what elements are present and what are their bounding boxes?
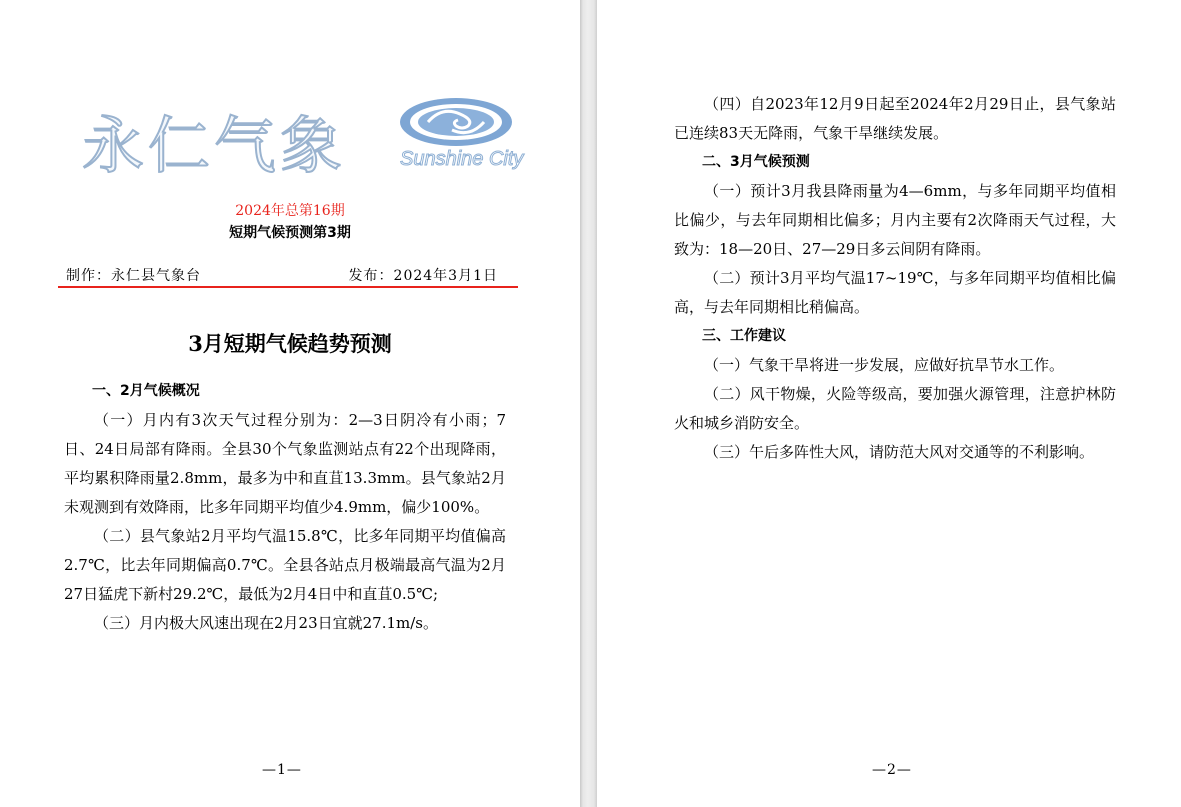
release-date: 发布：2024年3月1日 — [348, 268, 498, 284]
cloud-logo-icon — [398, 94, 516, 156]
page-1-body — [64, 377, 506, 638]
paragraph: （三）月内极大风速出现在2月23日宜就27.1m/s。 — [94, 614, 439, 632]
maker-label: 制作：永仁县气象台 — [66, 268, 201, 284]
page-gutter — [580, 0, 597, 807]
paragraph: （一）月内有3次天气过程分别为：2—3日阴冷有小雨；7日、24日局部有降雨。全县30个气象监测站点有22个出现降雨，平均累积降雨量2.8mm，最多为中和直苴13.3mm。县气象站2月未观测到有效降雨，比多年同期平均值少4.9mm，偏少100%。 — [64, 411, 506, 516]
issue-number: 2024年总第16期 — [235, 203, 345, 219]
paragraph: （一）预计3月我县降雨量为4—6mm，与多年同期平均值相比偏少，与去年同期相比偏多；月内主要有2次降雨天气过程，大致为：18—20日、27—29日多云间阴有降雨。 — [674, 182, 1116, 258]
paragraph: （二）县气象站2月平均气温15.8℃，比多年同期平均值偏高2.7℃，比去年同期偏高0.7℃。全县各站点月极端最高气温为2月27日猛虎下新村29.2℃，最低为2月4日中和直苴0.5℃; — [64, 527, 506, 603]
page-number: —1— — [262, 762, 302, 778]
section-heading: 一、2月气候概况 — [92, 383, 200, 399]
page-number: —2— — [872, 762, 912, 778]
paragraph: （二）预计3月平均气温17~19℃，与多年同期平均值相比偏高，与去年同期相比稍偏高。 — [674, 269, 1116, 316]
section-heading: 三、工作建议 — [702, 328, 786, 344]
document-page-2 — [597, 0, 1181, 807]
document-title: 3月短期气候趋势预测 — [188, 331, 392, 356]
header-logo — [78, 88, 528, 183]
page-2-body — [674, 90, 1116, 467]
logo-subtitle: Sunshine City — [400, 148, 524, 170]
paragraph: （一）气象干旱将进一步发展，应做好抗旱节水工作。 — [704, 356, 1065, 374]
paragraph: （四）自2023年12月9日起至2024年2月29日止，县气象站已连续83天无降雨，气象干旱继续发展。 — [674, 95, 1116, 142]
header-divider — [58, 286, 518, 288]
logo-title: 永仁气象 — [82, 109, 347, 182]
document-page-1 — [0, 0, 580, 807]
section-heading: 二、3月气候预测 — [702, 154, 810, 170]
paragraph: （三）午后多阵性大风，请防范大风对交通等的不利影响。 — [704, 443, 1095, 461]
paragraph: （二）风干物燥，火险等级高，要加强火源管理，注意护林防火和城乡消防安全。 — [674, 385, 1116, 432]
issue-title: 短期气候预测第3期 — [229, 225, 351, 241]
